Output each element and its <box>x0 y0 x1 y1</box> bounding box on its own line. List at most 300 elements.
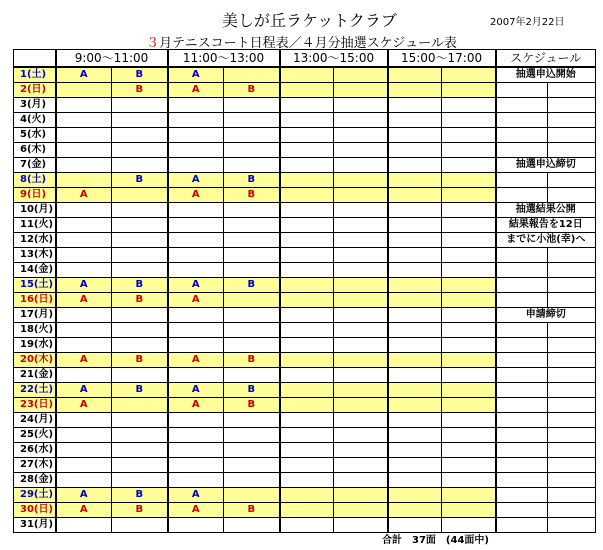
court-cell <box>280 248 334 263</box>
schedule-note <box>496 443 548 458</box>
court-cell <box>112 458 168 473</box>
court-cell <box>224 67 280 83</box>
court-cell <box>56 143 112 158</box>
court-cell <box>224 368 280 383</box>
court-cell <box>334 203 388 218</box>
court-cell <box>224 428 280 443</box>
court-cell <box>334 323 388 338</box>
court-cell <box>334 338 388 353</box>
table-row <box>14 368 596 383</box>
court-cell <box>56 473 112 488</box>
day-cell: 5(水) <box>14 128 56 143</box>
court-cell <box>224 473 280 488</box>
court-cell <box>280 293 334 308</box>
schedule-note <box>496 413 548 428</box>
court-cell <box>56 128 112 143</box>
court-cell <box>388 233 442 248</box>
court-cell <box>388 67 442 83</box>
court-cell: A <box>168 488 224 503</box>
court-cell <box>280 398 334 413</box>
schedule-note <box>496 518 548 533</box>
court-cell <box>112 338 168 353</box>
court-cell <box>168 233 224 248</box>
court-cell: B <box>224 503 280 518</box>
court-cell <box>388 158 442 173</box>
court-cell <box>334 383 388 398</box>
court-cell <box>280 428 334 443</box>
day-cell: 13(木) <box>14 248 56 263</box>
court-cell <box>168 323 224 338</box>
court-cell <box>442 203 496 218</box>
court-cell <box>334 473 388 488</box>
day-cell: 10(月) <box>14 203 56 218</box>
court-cell <box>388 173 442 188</box>
court-cell <box>334 443 388 458</box>
court-cell <box>280 323 334 338</box>
court-cell: B <box>112 293 168 308</box>
court-cell <box>442 233 496 248</box>
day-cell: 22(土) <box>14 383 56 398</box>
court-cell <box>168 203 224 218</box>
document-date: 2007年2月22日 <box>490 17 565 28</box>
schedule-spare-cell <box>548 398 596 413</box>
court-cell <box>442 218 496 233</box>
court-cell <box>112 128 168 143</box>
day-cell: 7(金) <box>14 158 56 173</box>
court-cell <box>442 67 496 83</box>
day-cell: 4(火) <box>14 113 56 128</box>
table-row <box>14 263 596 278</box>
schedule-note <box>496 383 548 398</box>
court-cell: B <box>224 188 280 203</box>
court-cell <box>388 113 442 128</box>
court-cell <box>56 338 112 353</box>
schedule-note <box>496 188 548 203</box>
schedule-note <box>496 143 548 158</box>
court-cell <box>280 368 334 383</box>
court-cell <box>168 443 224 458</box>
day-cell: 8(土) <box>14 173 56 188</box>
court-cell: A <box>56 188 112 203</box>
court-cell <box>56 323 112 338</box>
court-cell <box>388 398 442 413</box>
court-cell <box>334 113 388 128</box>
court-cell <box>56 518 112 533</box>
court-cell <box>112 188 168 203</box>
court-cell <box>112 413 168 428</box>
court-cell <box>334 98 388 113</box>
court-cell <box>334 128 388 143</box>
court-cell <box>224 128 280 143</box>
subtitle-month-number: ３ <box>146 36 160 51</box>
court-cell: A <box>56 353 112 368</box>
schedule-note <box>496 83 548 98</box>
table-row <box>14 473 596 488</box>
court-cell <box>168 98 224 113</box>
court-cell <box>112 248 168 263</box>
court-cell <box>442 383 496 398</box>
court-cell <box>168 263 224 278</box>
schedule-spare-cell <box>548 128 596 143</box>
court-cell <box>112 113 168 128</box>
court-cell <box>334 263 388 278</box>
court-cell <box>442 188 496 203</box>
court-cell <box>56 413 112 428</box>
schedule-spare-cell <box>548 458 596 473</box>
court-cell <box>112 398 168 413</box>
court-cell <box>334 278 388 293</box>
court-cell <box>388 263 442 278</box>
schedule-note: までに小池(幸)へ <box>496 233 596 248</box>
day-cell: 15(土) <box>14 278 56 293</box>
court-cell <box>112 428 168 443</box>
schedule-spare-cell <box>548 428 596 443</box>
court-cell <box>168 428 224 443</box>
table-row <box>14 308 596 323</box>
schedule-note <box>496 323 548 338</box>
schedule-spare-cell <box>548 323 596 338</box>
court-cell: A <box>168 398 224 413</box>
court-cell <box>56 98 112 113</box>
court-cell <box>442 503 496 518</box>
day-cell: 19(水) <box>14 338 56 353</box>
court-cell <box>442 83 496 98</box>
schedule-note <box>496 398 548 413</box>
court-cell <box>442 368 496 383</box>
table-row <box>14 413 596 428</box>
court-cell <box>112 203 168 218</box>
table-row <box>14 353 596 368</box>
schedule-note <box>496 248 548 263</box>
schedule-note <box>496 338 548 353</box>
court-cell <box>388 323 442 338</box>
court-cell <box>280 233 334 248</box>
table-row <box>14 233 596 248</box>
court-cell <box>56 83 112 98</box>
court-cell <box>112 143 168 158</box>
court-cell <box>442 248 496 263</box>
court-cell <box>442 263 496 278</box>
court-cell <box>280 488 334 503</box>
table-row <box>14 503 596 518</box>
schedule-note <box>496 428 548 443</box>
court-cell <box>442 143 496 158</box>
court-cell <box>442 413 496 428</box>
court-cell <box>56 203 112 218</box>
schedule-note <box>496 368 548 383</box>
schedule-note <box>496 278 548 293</box>
schedule-note <box>496 113 548 128</box>
header-day-cell <box>14 50 56 68</box>
court-cell <box>280 503 334 518</box>
court-cell: A <box>168 293 224 308</box>
court-cell <box>388 218 442 233</box>
court-cell <box>280 218 334 233</box>
schedule-note <box>496 98 548 113</box>
court-cell: A <box>168 278 224 293</box>
table-row <box>14 188 596 203</box>
schedule-spare-cell <box>548 248 596 263</box>
court-cell: A <box>168 83 224 98</box>
schedule-spare-cell <box>548 353 596 368</box>
court-cell <box>388 353 442 368</box>
table-row <box>14 67 596 83</box>
court-cell <box>280 383 334 398</box>
court-cell <box>388 248 442 263</box>
court-cell <box>224 113 280 128</box>
court-cell <box>56 263 112 278</box>
schedule-note <box>496 503 548 518</box>
day-cell: 14(金) <box>14 263 56 278</box>
court-cell <box>224 308 280 323</box>
court-cell: A <box>56 398 112 413</box>
court-cell <box>388 368 442 383</box>
court-cell <box>442 338 496 353</box>
court-cell <box>388 143 442 158</box>
court-cell <box>388 503 442 518</box>
court-cell <box>334 353 388 368</box>
court-cell <box>280 158 334 173</box>
court-cell <box>112 368 168 383</box>
schedule-spare-cell <box>548 83 596 98</box>
court-cell <box>56 173 112 188</box>
court-cell <box>442 113 496 128</box>
table-row <box>14 158 596 173</box>
court-cell <box>280 473 334 488</box>
court-cell <box>168 338 224 353</box>
court-cell <box>168 218 224 233</box>
court-cell <box>168 413 224 428</box>
header-slot-2: 11:00～13:00 <box>168 50 280 68</box>
court-cell: A <box>168 383 224 398</box>
schedule-spare-cell <box>548 338 596 353</box>
court-cell <box>334 413 388 428</box>
court-cell <box>56 368 112 383</box>
table-row <box>14 323 596 338</box>
day-cell: 9(日) <box>14 188 56 203</box>
court-cell <box>442 458 496 473</box>
schedule-note <box>496 173 548 188</box>
court-cell: B <box>112 83 168 98</box>
schedule-spare-cell <box>548 518 596 533</box>
schedule-note: 抽選申込開始 <box>496 67 596 83</box>
court-cell <box>388 383 442 398</box>
table-row <box>14 383 596 398</box>
court-cell <box>280 413 334 428</box>
table-row <box>14 203 596 218</box>
court-cell <box>334 503 388 518</box>
court-cell <box>112 263 168 278</box>
court-cell: A <box>168 188 224 203</box>
court-cell <box>224 218 280 233</box>
court-cell: B <box>224 383 280 398</box>
club-title: 美しが丘ラケットクラブ <box>222 11 397 30</box>
court-cell <box>224 323 280 338</box>
court-cell <box>442 473 496 488</box>
court-cell <box>334 218 388 233</box>
court-cell <box>334 248 388 263</box>
court-cell <box>388 413 442 428</box>
day-cell: 30(日) <box>14 503 56 518</box>
schedule-spare-cell <box>548 473 596 488</box>
day-cell: 31(月) <box>14 518 56 533</box>
schedule-note: 抽選申込締切 <box>496 158 596 173</box>
court-cell <box>334 143 388 158</box>
court-cell <box>442 398 496 413</box>
court-cell <box>56 233 112 248</box>
table-row <box>14 293 596 308</box>
court-cell <box>280 98 334 113</box>
court-cell <box>388 443 442 458</box>
day-cell: 25(火) <box>14 428 56 443</box>
schedule-note <box>496 488 548 503</box>
schedule-spare-cell <box>548 173 596 188</box>
court-cell <box>168 128 224 143</box>
schedule-note <box>496 473 548 488</box>
table-row <box>14 173 596 188</box>
court-cell <box>168 113 224 128</box>
schedule-note: 結果報告を12日 <box>496 218 596 233</box>
court-cell <box>112 518 168 533</box>
court-cell <box>334 233 388 248</box>
court-cell <box>334 428 388 443</box>
court-cell: A <box>56 67 112 83</box>
court-cell <box>224 98 280 113</box>
court-cell <box>168 458 224 473</box>
schedule-spare-cell <box>548 98 596 113</box>
schedule-note <box>496 293 548 308</box>
court-cell <box>388 278 442 293</box>
court-cell <box>112 98 168 113</box>
court-cell <box>334 518 388 533</box>
court-cell <box>168 308 224 323</box>
schedule-spare-cell <box>548 188 596 203</box>
schedule-spare-cell <box>548 263 596 278</box>
court-cell <box>334 173 388 188</box>
table-row <box>14 458 596 473</box>
court-cell: A <box>56 503 112 518</box>
table-row <box>14 143 596 158</box>
court-cell <box>388 293 442 308</box>
day-cell: 26(水) <box>14 443 56 458</box>
court-cell: B <box>112 67 168 83</box>
court-cell <box>280 188 334 203</box>
court-cell <box>280 173 334 188</box>
court-cell <box>334 398 388 413</box>
court-cell <box>224 338 280 353</box>
court-cell <box>334 308 388 323</box>
court-cell: B <box>112 353 168 368</box>
court-cell <box>56 443 112 458</box>
court-cell <box>112 473 168 488</box>
header-slot-4: 15:00～17:00 <box>388 50 496 68</box>
court-cell <box>334 368 388 383</box>
court-cell <box>224 293 280 308</box>
header-slot-3: 13:00～15:00 <box>280 50 388 68</box>
court-cell <box>224 518 280 533</box>
court-cell <box>334 188 388 203</box>
court-cell <box>442 323 496 338</box>
court-cell <box>56 113 112 128</box>
court-cell <box>280 518 334 533</box>
table-row <box>14 83 596 98</box>
header-schedule: スケジュール <box>496 50 596 68</box>
court-cell <box>224 233 280 248</box>
court-cell <box>112 233 168 248</box>
day-cell: 6(木) <box>14 143 56 158</box>
court-cell <box>168 248 224 263</box>
court-cell <box>168 158 224 173</box>
court-cell <box>280 353 334 368</box>
table-row <box>14 98 596 113</box>
court-cell <box>442 488 496 503</box>
court-cell <box>280 308 334 323</box>
court-cell <box>280 143 334 158</box>
schedule-spare-cell <box>548 278 596 293</box>
schedule-note <box>496 458 548 473</box>
day-cell: 2(日) <box>14 83 56 98</box>
table-row <box>14 338 596 353</box>
court-cell <box>388 458 442 473</box>
court-cell <box>224 203 280 218</box>
court-cell <box>334 67 388 83</box>
court-cell <box>442 428 496 443</box>
court-cell <box>112 443 168 458</box>
court-cell <box>442 128 496 143</box>
schedule-note: 申請締切 <box>496 308 596 323</box>
court-cell <box>112 218 168 233</box>
court-cell <box>56 428 112 443</box>
court-cell: A <box>168 353 224 368</box>
court-cell: A <box>56 293 112 308</box>
court-cell <box>112 308 168 323</box>
table-row <box>14 443 596 458</box>
schedule-spare-cell <box>548 443 596 458</box>
court-cell <box>224 248 280 263</box>
court-cell: B <box>224 83 280 98</box>
court-cell <box>168 368 224 383</box>
court-cell <box>388 203 442 218</box>
table-row <box>14 518 596 533</box>
day-cell: 18(火) <box>14 323 56 338</box>
schedule-spare-cell <box>548 488 596 503</box>
court-cell <box>442 173 496 188</box>
court-cell <box>112 323 168 338</box>
court-cell: B <box>112 173 168 188</box>
court-cell <box>334 83 388 98</box>
day-cell: 27(木) <box>14 458 56 473</box>
court-cell <box>224 488 280 503</box>
schedule-spare-cell <box>548 113 596 128</box>
footer-total: 合計 37面 (44面中) <box>382 535 489 546</box>
court-cell <box>224 143 280 158</box>
court-cell <box>280 128 334 143</box>
court-cell: B <box>112 503 168 518</box>
day-cell: 20(木) <box>14 353 56 368</box>
court-cell <box>280 203 334 218</box>
court-cell <box>280 278 334 293</box>
schedule-spare-cell <box>548 143 596 158</box>
day-cell: 23(日) <box>14 398 56 413</box>
court-cell: B <box>224 398 280 413</box>
court-cell <box>388 428 442 443</box>
court-cell <box>224 158 280 173</box>
court-cell <box>168 518 224 533</box>
day-cell: 28(金) <box>14 473 56 488</box>
court-cell <box>388 98 442 113</box>
court-cell <box>280 443 334 458</box>
schedule-note <box>496 263 548 278</box>
